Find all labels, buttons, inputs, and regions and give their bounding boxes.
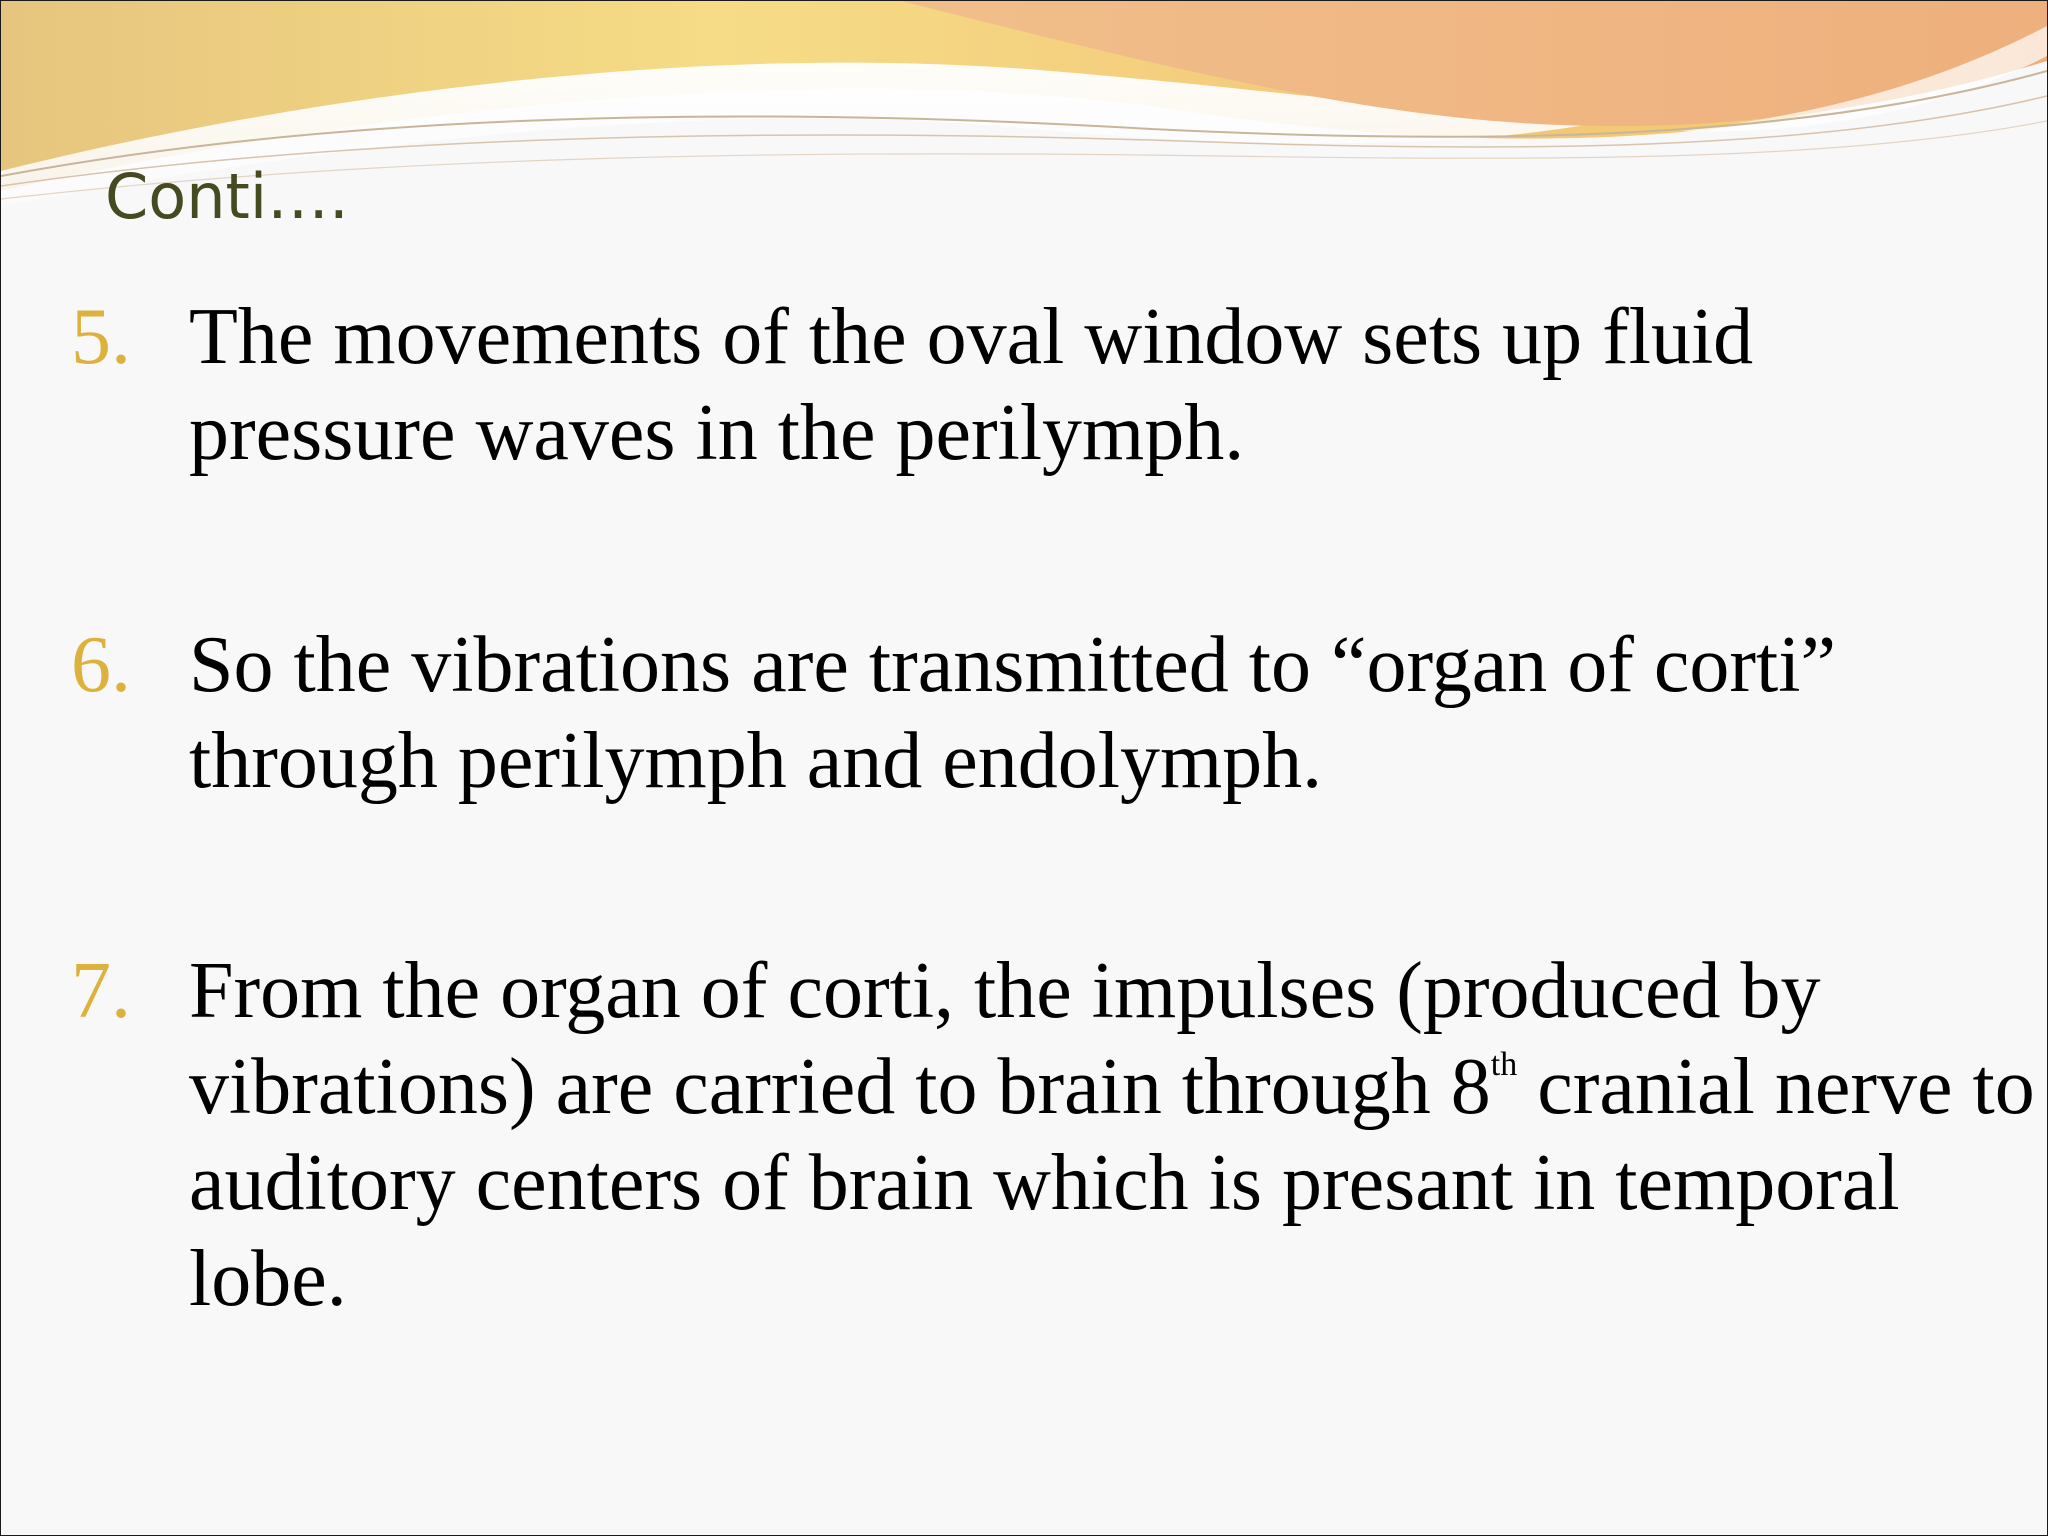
list-item-line: through perilymph and endolymph. bbox=[189, 717, 1323, 805]
list-item-text bbox=[189, 617, 2029, 809]
list-item-line: From the organ of corti, the impulses (produced by bbox=[189, 947, 1821, 1035]
list-item-line: auditory centers of brain which is presant in temporal bbox=[189, 1139, 1900, 1227]
list-item-number: 5. bbox=[71, 293, 131, 381]
list-item-text bbox=[189, 943, 2035, 1327]
list-item-line: lobe. bbox=[189, 1235, 347, 1323]
line-segment: vibrations) are carried to brain through 8 bbox=[189, 1043, 1491, 1131]
list-item-number: 6. bbox=[71, 621, 131, 709]
ordinal-superscript: th bbox=[1490, 1046, 1518, 1083]
list-item-line-with-superscript bbox=[189, 1039, 2035, 1135]
slide-title: Conti…. bbox=[105, 160, 349, 233]
list-item-text bbox=[189, 289, 2029, 481]
list-item-line: pressure waves in the perilymph. bbox=[189, 389, 1245, 477]
line-segment: cranial nerve to bbox=[1517, 1043, 2035, 1131]
list-item-line: So the vibrations are transmitted to “organ of corti” bbox=[189, 621, 1836, 709]
list-item-line: The movements of the oval window sets up fluid bbox=[189, 293, 1754, 381]
list-item-number: 7. bbox=[71, 947, 131, 1035]
